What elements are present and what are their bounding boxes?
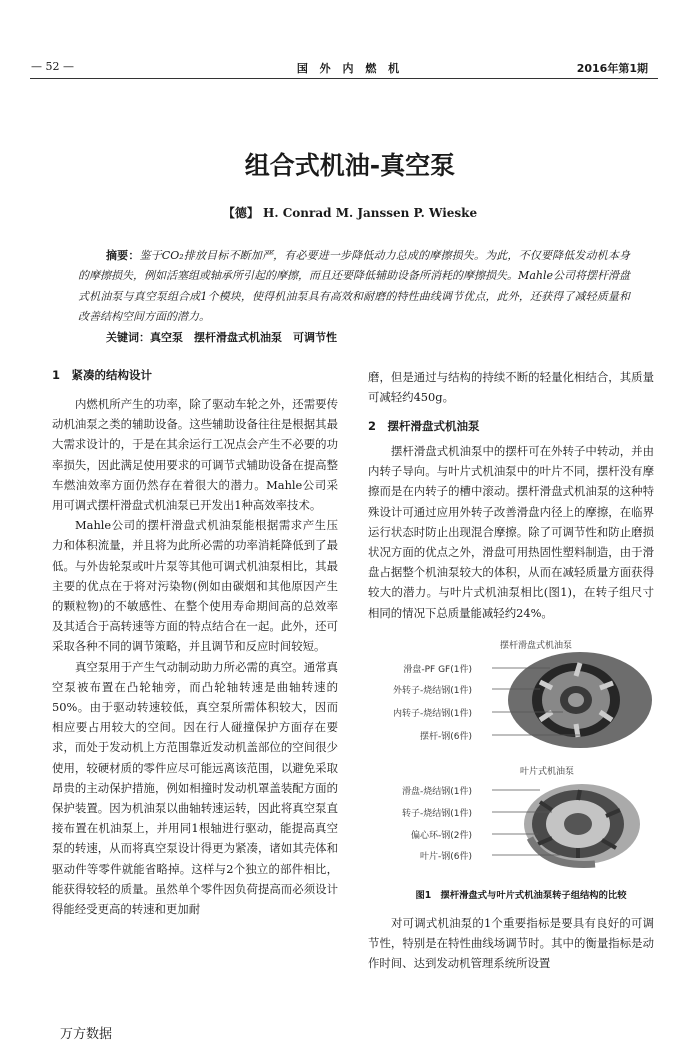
paragraph: Mahle公司的摆杆滑盘式机油泵能根据需求产生压力和体积流量，并且将为此所必需的功率消耗降低到了最低。与外齿轮泵或叶片泵等其他可调式机油泵相比，其最主要的优点在于将对污染物(例如由碳烟和其他原因产生的颗粒物)的不敏感性、在整个使用寿命期间高的总效率及其适合于高转速等方面的特点结合在一起。此外，还可采取各种不同的调节策略，并且调节和反应时间较短。 xyxy=(52,518,338,654)
left-column xyxy=(52,394,338,919)
figure-top-label: 滑盘-PF GF(1件) xyxy=(403,665,472,675)
figure-bottom-label: 偏心环-钢(2件) xyxy=(411,831,472,841)
article-authors: 【德】 H. Conrad M. Janssen P. Wieske xyxy=(222,206,478,220)
footer-watermark: 万方数据 xyxy=(60,1027,113,1042)
article-title: 组合式机油-真空泵 xyxy=(244,151,456,180)
vane-pump-drawing xyxy=(524,784,640,864)
right-column-bottom xyxy=(368,913,654,974)
keywords-text: 真空泵 摆杆滑盘式机油泵 可调节性 xyxy=(150,331,337,344)
figure-top-title: 摆杆滑盘式机油泵 xyxy=(500,641,573,651)
figure-top-label: 摆杆-钢(6件) xyxy=(420,732,472,742)
abstract-text: 鉴于CO₂排放目标不断加严，有必要进一步降低动力总成的摩擦损失。为此，不仅要降低发动机本身的摩擦损失，例如活塞组或轴承所引起的摩擦，而且还要降低辅助设备所消耗的摩擦损失。Mahle公司将摆杆滑盘式机油泵与真空泵组合成1个模块，使得机油泵具有高效和耐磨的特性曲线调节优点，此外，还获得了减轻质量和改善结构空间方面的潜力。 xyxy=(78,249,631,323)
journal-name: 国 外 内 燃 机 xyxy=(296,62,404,75)
paragraph: 磨，但是通过与结构的持续不断的轻量化相结合，其质量可减轻约450g。 xyxy=(368,370,654,405)
abstract xyxy=(78,246,630,327)
section-2-title: 2 摆杆滑盘式机油泵 xyxy=(368,419,480,433)
keywords-label: 关键词： xyxy=(106,331,150,344)
figure-top-label: 外转子-烧结钢(1件) xyxy=(393,686,472,696)
figure-1 xyxy=(380,638,670,868)
paragraph: 内燃机所产生的功率，除了驱动车轮之外，还需要传动机油泵之类的辅助设备。这些辅助设备往往是根据其最大需求设计的，于是在其余运行工况点会产生不必要的功率损失，因此满足使用要求的可调节式辅助设备在提高整车燃油效率方面仍然存在着很大的潜力。Mahle公司采用可调式摆杆滑盘式机油泵已开发出1种高效率技术。 xyxy=(52,397,338,513)
pump-rotor-illustration xyxy=(380,638,670,868)
section-1-title: 1 紧凑的结构设计 xyxy=(52,368,153,382)
keywords xyxy=(106,329,337,345)
right-column-top xyxy=(368,367,654,407)
pendulum-slider-pump-drawing xyxy=(508,652,652,748)
abstract-label: 摘要： xyxy=(106,249,140,262)
header-divider xyxy=(30,78,658,79)
paragraph: 摆杆滑盘式机油泵中的摆杆可在外转子中转动，并由内转子导向。与叶片式机油泵中的叶片不同，摆杆没有摩擦而是在内转子的槽中滚动。摆杆滑盘式机油泵的这种特殊设计可通过应用外转子改善滑盘内径上的摩擦，在临界运行状态时防止出现混合摩擦。除了可调节性和防止磨损状况方面的优点之外，滑盘可用热固性塑料制造，由于滑盘占据整个机油泵较大的体积，从而在减轻质量方面获得较大的潜力。与叶片式机油泵相比(图1)，在转子组尺寸相同的情况下总质量能减轻约24%。 xyxy=(368,444,654,620)
figure-bottom-label: 叶片-钢(6件) xyxy=(420,852,472,862)
figure-bottom-label: 转子-烧结钢(1件) xyxy=(402,809,472,819)
page-number: — 52 — xyxy=(31,60,74,73)
paragraph: 真空泵用于产生气动制动助力所必需的真空。通常真空泵被布置在凸轮轴旁，而凸轮轴转速是曲轴转速的50%。由于驱动转速较低，真空泵所需体积较大，因而相应要占用较大的空间。因在行人碰撞保护方面存在要求，而处于发动机上方范围靠近发动机盖部位的空间很少使用，较硬材质的零件应尽可能远离该范围，以避免采取昂贵的主动保护措施，例如相撞时发动机罩盖装配方面的保护装置。因为机油泵以曲轴转速运转，因此将真空泵直接布置在机油泵上，并用同1根轴进行驱动，能提高真空泵的转速，从而将真空泵设计得更为紧凑，诸如其壳体和驱动件等零件就能省略掉。这样与2个独立的部件相比，能获得较轻的质量。虽然单个零件因负荷提高而必须设计得能经受更高的转速和更加耐 xyxy=(52,659,338,917)
issue-label: 2016年第1期 xyxy=(576,62,648,75)
figure-bottom-title: 叶片式机油泵 xyxy=(520,767,575,777)
paragraph: 对可调式机油泵的1个重要指标是要具有良好的可调节性，特别是在特性曲线场调节时。其中的衡量指标是动作时间、达到发动机管理系统所设置 xyxy=(368,916,654,971)
figure-caption: 图1 摆杆滑盘式与叶片式机油泵转子组结构的比较 xyxy=(415,890,627,901)
figure-top-label: 内转子-烧结钢(1件) xyxy=(393,709,472,719)
right-column-mid xyxy=(368,441,654,623)
figure-bottom-label: 滑盘-烧结钢(1件) xyxy=(402,787,472,797)
